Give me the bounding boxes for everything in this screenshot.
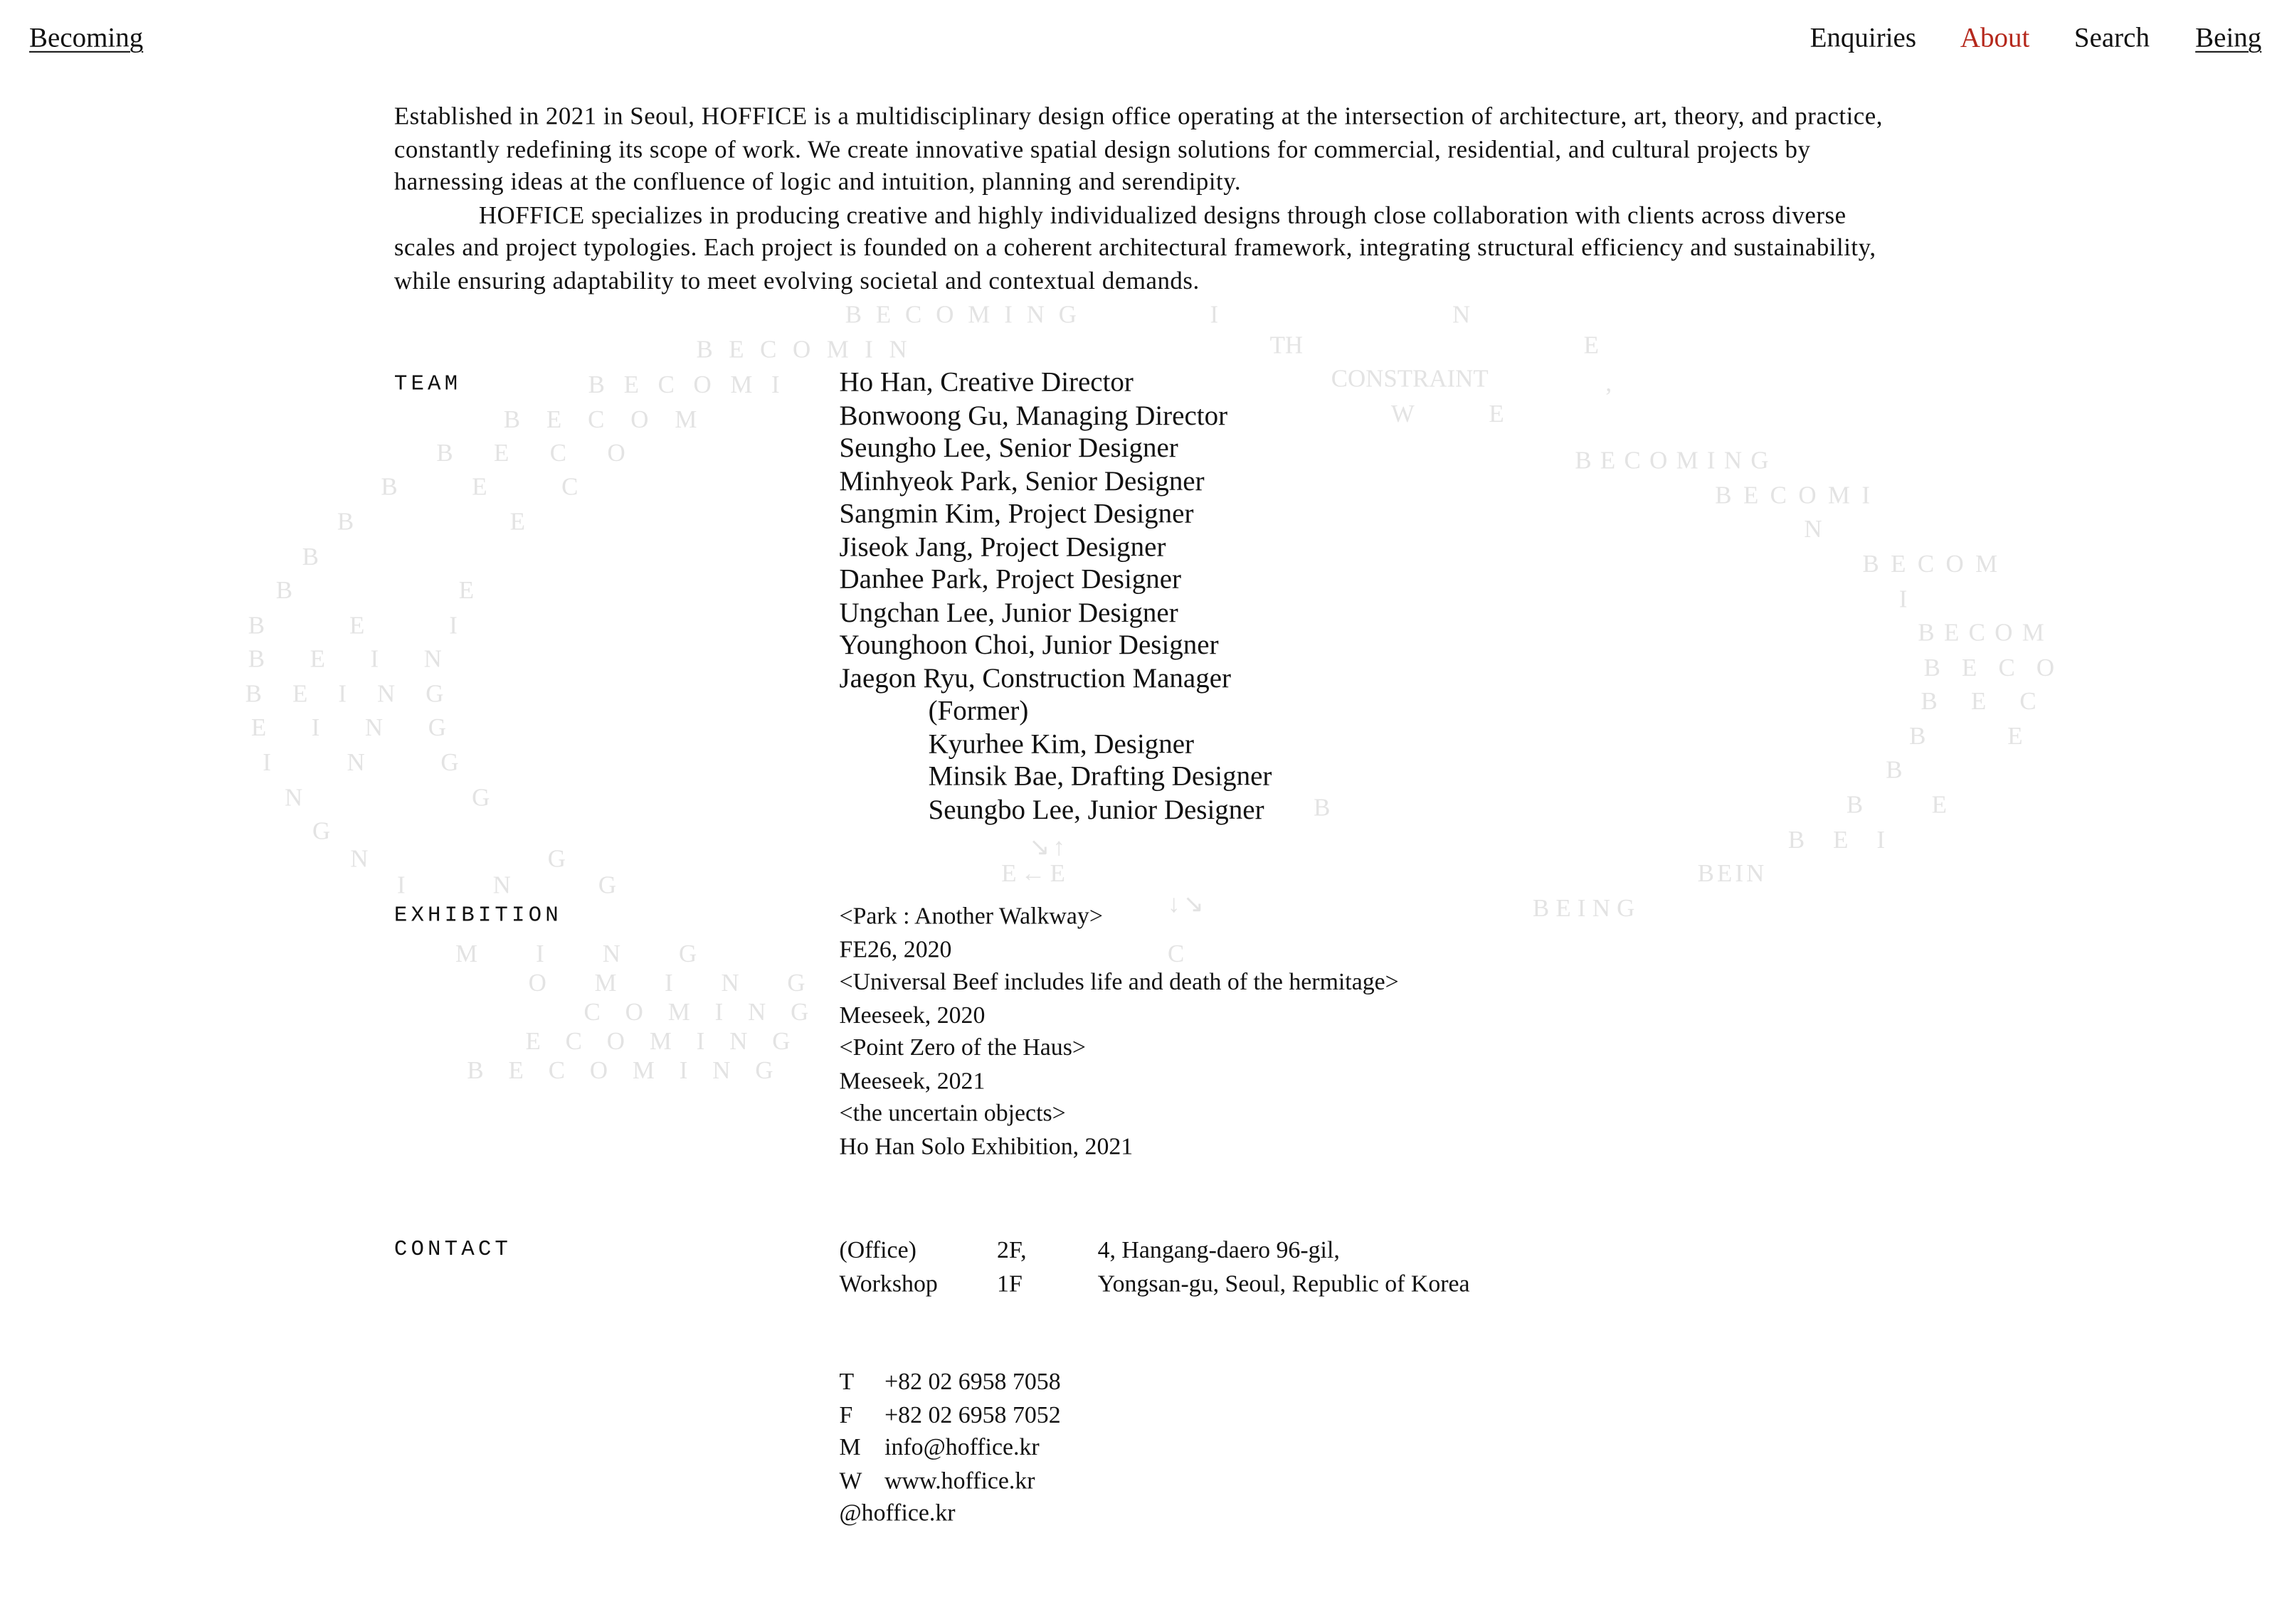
team-member: Jiseok Jang, Project Designer <box>839 531 1166 563</box>
background-word: TH <box>1269 331 1304 359</box>
background-word: N <box>1452 300 1471 329</box>
address-place: (Office) <box>839 1236 916 1264</box>
website-link[interactable]: www.hoffice.kr <box>884 1465 1035 1494</box>
intro-line: constantly redefining its scope of work. We create innovative spatial design solutions for commercial, residential, and cultural projects by <box>393 134 1811 163</box>
background-word: MING <box>455 940 756 968</box>
former-member: Kyurhee Kim, Designer <box>928 728 1195 760</box>
background-word: BEING <box>245 679 475 708</box>
address-floor: 2F, <box>997 1236 1027 1264</box>
background-word: CONSTRAINT <box>1331 364 1489 393</box>
exhibition-title: <Point Zero of the Haus> <box>839 1033 1087 1061</box>
background-word: BECOM <box>503 405 724 434</box>
team-member: Minhyeok Park, Senior Designer <box>839 466 1205 497</box>
background-word: BECOMING <box>467 1056 798 1085</box>
contact-key: W <box>839 1465 862 1494</box>
background-word: BEING <box>1532 894 1642 923</box>
instagram-link[interactable]: @hoffice.kr <box>839 1498 956 1527</box>
contact-web-row <box>839 1464 1131 1497</box>
background-word: BEC <box>1921 687 2070 716</box>
former-member: Seungbo Lee, Junior Designer <box>928 794 1264 826</box>
team-member: Danhee Park, Project Designer <box>839 564 1182 595</box>
contact-phone-row <box>839 1366 1131 1399</box>
background-word: E←E <box>1001 859 1070 888</box>
nav-enquiries[interactable]: Enquiries <box>1810 23 1917 54</box>
intro-line: Established in 2021 in Seoul, HOFFICE is a multidisciplinary design office operating at the intersection of architecture, art, theory, and practice, <box>393 102 1883 130</box>
background-word: E <box>1489 400 1504 428</box>
team-member: Ungchan Lee, Junior Designer <box>839 598 1178 629</box>
background-word: B <box>1314 793 1331 822</box>
background-word: BECOMING <box>845 300 1091 329</box>
intro-text <box>394 101 1883 298</box>
background-word: BEIN <box>1697 859 1768 888</box>
background-word: ING <box>396 871 704 899</box>
address-row <box>839 1234 1511 1267</box>
background-word: BE <box>337 507 682 536</box>
background-word: G <box>312 817 331 845</box>
address-floor: 1F <box>997 1268 1023 1297</box>
exhibition-venue: Meeseek, 2020 <box>839 1000 986 1029</box>
background-word: BEIN <box>248 644 487 673</box>
address-place: Workshop <box>839 1268 938 1297</box>
phone-link[interactable]: +82 02 6958 7058 <box>884 1367 1061 1396</box>
background-word: BECOMING <box>1575 446 1777 474</box>
logo-becoming-link[interactable]: Becoming <box>29 23 144 54</box>
background-word: COMING <box>583 998 834 1026</box>
background-word: BECOMI <box>1715 481 1882 509</box>
exhibition-title: <Park : Another Walkway> <box>839 901 1103 930</box>
background-word: BEI <box>1787 826 1914 854</box>
contact-heading: CONTACT <box>393 1237 512 1263</box>
exhibition-title: <Universal Beef includes life and death of the hermitage> <box>839 967 1399 995</box>
background-word: NG <box>285 783 660 812</box>
background-word: ↓↘ <box>1168 890 1207 918</box>
background-word: BECOMI <box>588 371 799 399</box>
background-word: NG <box>350 844 746 873</box>
background-word: BE <box>1846 790 2016 819</box>
intro-line: harnessing ideas at the confluence of logic and intuition, planning and serendipity. <box>393 167 1242 196</box>
nav-about[interactable]: About <box>1960 23 2030 54</box>
team-member: Seungho Lee, Senior Designer <box>839 433 1178 465</box>
address-block <box>839 1234 1511 1300</box>
address-line: 4, Hangang-daero 96-gil, <box>1097 1236 1340 1264</box>
nav-being[interactable]: Being <box>2195 23 2262 54</box>
contact-key: M <box>839 1433 861 1461</box>
email-link[interactable]: info@hoffice.kr <box>884 1433 1040 1461</box>
contact-instagram-row <box>839 1497 1131 1530</box>
background-word: N <box>1804 515 1822 543</box>
contact-details <box>839 1366 1131 1530</box>
background-word: BECO <box>1923 653 2076 681</box>
team-list <box>839 368 1272 827</box>
team-member: Sangmin Kim, Project Designer <box>839 499 1194 530</box>
former-label: (Former) <box>928 696 1029 727</box>
background-word: BEI <box>248 611 542 639</box>
exhibition-heading: EXHIBITION <box>393 903 562 928</box>
exhibition-venue: Ho Han Solo Exhibition, 2021 <box>839 1131 1134 1159</box>
address-row <box>839 1268 1511 1300</box>
former-member: Minsik Bae, Drafting Designer <box>928 761 1272 792</box>
background-word: W <box>1390 400 1415 428</box>
contact-key: T <box>839 1367 855 1396</box>
exhibition-venue: Meeseek, 2021 <box>839 1066 986 1094</box>
exhibition-title: <the uncertain objects> <box>839 1098 1066 1127</box>
background-word: B <box>1886 755 1903 784</box>
fax-value: +82 02 6958 7052 <box>884 1400 1061 1428</box>
nav-search[interactable]: Search <box>2073 23 2150 54</box>
team-member: Younghoon Choi, Junior Designer <box>839 630 1219 662</box>
background-word: ECOMING <box>525 1027 815 1056</box>
team-member: Ho Han, Creative Director <box>839 367 1134 399</box>
intro-line: scales and project typologies. Each project is founded on a coherent architectural framework, integrating structural efficiency and sustainability, <box>393 233 1876 262</box>
background-word: BECOM <box>1862 550 2009 578</box>
background-word: EING <box>250 713 492 742</box>
background-word: BECOMIN <box>696 335 924 363</box>
background-word: ↘↑ <box>1029 833 1069 861</box>
background-word: BE <box>1909 722 2105 750</box>
background-word: BE <box>275 576 640 605</box>
background-word: I <box>1898 585 1908 613</box>
contact-mail-row <box>839 1431 1131 1464</box>
exhibition-venue: FE26, 2020 <box>839 934 952 962</box>
background-word: BECO <box>436 439 667 467</box>
contact-fax-row <box>839 1399 1131 1431</box>
background-word: I <box>1210 300 1219 329</box>
intro-line: while ensuring adaptability to meet evolving societal and contextual demands. <box>393 266 1200 294</box>
background-word: , <box>1605 368 1612 397</box>
background-word: B <box>302 543 319 571</box>
background-word: BEC <box>381 472 653 501</box>
intro-line: HOFFICE specializes in producing creative and highly individualized designs through close collaboration with clients across diverse <box>478 201 1847 229</box>
address-line: Yongsan-gu, Seoul, Republic of Korea <box>1097 1268 1470 1297</box>
background-word: BECOM <box>1918 618 2054 647</box>
background-word: C <box>1168 940 1185 968</box>
background-word: ING <box>263 748 535 777</box>
team-member: Bonwoong Gu, Managing Director <box>839 400 1228 432</box>
background-word: E <box>1583 331 1599 359</box>
team-member: Jaegon Ryu, Construction Manager <box>839 663 1231 694</box>
exhibition-list <box>839 901 1398 1163</box>
team-heading: TEAM <box>393 372 462 397</box>
background-word: OMING <box>528 969 854 997</box>
contact-key: F <box>839 1400 853 1428</box>
